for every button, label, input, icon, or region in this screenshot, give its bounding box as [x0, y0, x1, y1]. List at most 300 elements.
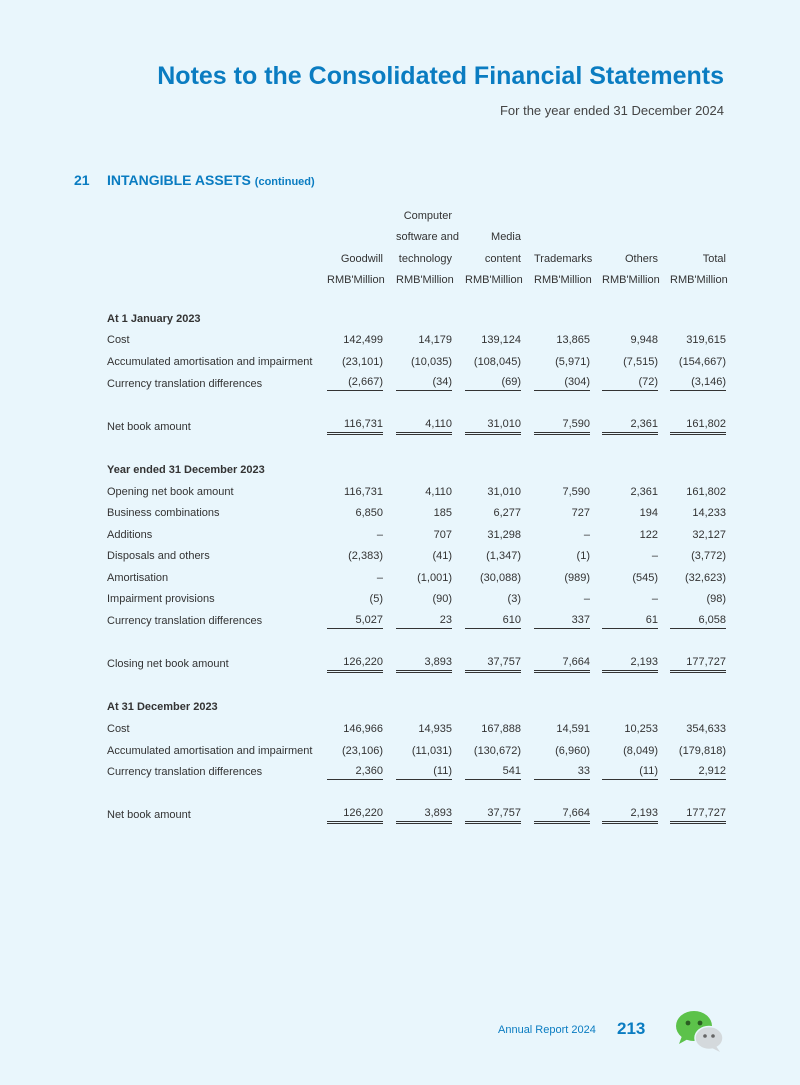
cell-value: 37,757: [465, 807, 521, 824]
table-cell: [383, 481, 452, 503]
column-header-text: software and: [396, 231, 459, 244]
cell-value: (23,106): [342, 744, 383, 757]
cell-value: 7,590: [534, 418, 590, 435]
cell-value: 32,127: [692, 528, 726, 541]
cell-value: (304): [534, 376, 590, 391]
table-row: [100, 740, 726, 762]
cell-value: (7,515): [623, 355, 658, 368]
header-row: [100, 222, 726, 244]
table-cell: [521, 330, 590, 352]
cell-value: 9,948: [630, 334, 658, 347]
cell-value: 13,865: [556, 334, 590, 347]
row-label: Accumulated amortisation and impairment: [107, 355, 313, 368]
cell-value: 3,893: [396, 807, 452, 824]
cell-value: (72): [602, 376, 658, 391]
cell-value: –: [376, 528, 383, 541]
table-cell: [318, 740, 383, 762]
cell-value: (989): [564, 571, 590, 584]
column-header-text: RMB'Million: [670, 274, 728, 287]
cell-value: 6,058: [670, 614, 726, 629]
table-cell: [318, 308, 383, 330]
cell-value: 541: [465, 765, 521, 780]
row-label: Currency translation differences: [107, 615, 263, 628]
cell-value: 3,893: [396, 656, 452, 673]
column-header-text: Media: [491, 231, 521, 244]
cell-value: 6,850: [355, 507, 383, 520]
cell-value: 177,727: [670, 807, 726, 824]
column-header: [452, 222, 521, 244]
column-header: [383, 200, 452, 222]
table-cell: [383, 502, 452, 524]
table-cell: [658, 416, 726, 438]
table-cell: [383, 459, 452, 481]
cell-value: 337: [534, 614, 590, 629]
table-cell: [590, 697, 658, 719]
table-cell: [521, 653, 590, 675]
row-label: Impairment provisions: [107, 593, 215, 606]
table-cell: [383, 805, 452, 827]
table-row: [100, 373, 726, 395]
cell-value: 10,253: [624, 723, 658, 736]
table-row: [100, 524, 726, 546]
cell-value: (545): [632, 571, 658, 584]
table-cell: [521, 610, 590, 632]
table-cell: [318, 373, 383, 395]
table-cell: [658, 502, 726, 524]
column-header: [658, 200, 726, 222]
cell-value: 33: [534, 765, 590, 780]
table-cell: [383, 546, 452, 568]
cell-value: 2,193: [602, 807, 658, 824]
cell-value: –: [583, 528, 590, 541]
table-cell: [318, 805, 383, 827]
table-cell: [452, 330, 521, 352]
column-header: [590, 243, 658, 265]
table-cell: [318, 610, 383, 632]
table-cell: [383, 740, 452, 762]
cell-value: (2,667): [327, 376, 383, 391]
cell-value: 2,193: [602, 656, 658, 673]
cell-value: 7,664: [534, 807, 590, 824]
table-cell: [318, 330, 383, 352]
table-cell: [658, 805, 726, 827]
cell-value: 126,220: [327, 656, 383, 673]
column-header: [590, 265, 658, 287]
column-header: [658, 265, 726, 287]
cell-value: 122: [639, 528, 658, 541]
table-cell: [658, 589, 726, 611]
row-label: At 31 December 2023: [107, 701, 218, 714]
table-row: [100, 718, 726, 740]
table-row: [100, 805, 726, 827]
table-cell: [521, 718, 590, 740]
table-cell: [658, 308, 726, 330]
table-cell: [452, 416, 521, 438]
cell-value: 116,731: [327, 418, 383, 435]
cell-value: 116,731: [344, 485, 383, 498]
column-header: [452, 265, 521, 287]
cell-value: 146,966: [343, 723, 383, 736]
table-cell: [452, 524, 521, 546]
cell-value: 161,802: [670, 418, 726, 435]
table-cell: [383, 567, 452, 589]
table-row: [100, 481, 726, 503]
column-header: [383, 265, 452, 287]
table-cell: [452, 373, 521, 395]
table-cell: [590, 567, 658, 589]
cell-value: (1): [576, 550, 590, 563]
cell-value: (23,101): [342, 355, 383, 368]
table-cell: [383, 524, 452, 546]
cell-value: 2,360: [327, 765, 383, 780]
cell-value: (6,960): [555, 744, 590, 757]
cell-value: 61: [602, 614, 658, 629]
row-label: Additions: [107, 528, 153, 541]
header-row: [100, 200, 726, 222]
table-cell: [318, 567, 383, 589]
cell-value: 126,220: [327, 807, 383, 824]
table-row: [100, 546, 726, 568]
column-header-text: Total: [702, 252, 726, 265]
cell-value: 7,664: [534, 656, 590, 673]
section-number: 21: [74, 172, 90, 188]
table-cell: [521, 567, 590, 589]
section-heading-row: [100, 697, 726, 719]
table-row: [100, 502, 726, 524]
cell-value: (154,667): [678, 355, 726, 368]
row-label: Disposals and others: [107, 550, 210, 563]
table-cell: [452, 697, 521, 719]
table-cell: [658, 546, 726, 568]
table-cell: [383, 416, 452, 438]
cell-value: 727: [571, 507, 590, 520]
cell-value: 2,361: [630, 485, 658, 498]
table-cell: [521, 805, 590, 827]
table-cell: [521, 589, 590, 611]
column-header: [383, 243, 452, 265]
table-cell: [590, 740, 658, 762]
cell-value: 142,499: [343, 334, 383, 347]
cell-value: (69): [465, 376, 521, 391]
column-header: [452, 243, 521, 265]
cell-value: 139,124: [481, 334, 521, 347]
cell-value: 2,361: [602, 418, 658, 435]
section-title: [107, 172, 315, 188]
table-cell: [521, 697, 590, 719]
cell-value: 185: [433, 507, 452, 520]
table-cell: [383, 697, 452, 719]
table-row: [100, 416, 726, 438]
table-cell: [318, 718, 383, 740]
table-row: [100, 761, 726, 783]
cell-value: (32,623): [685, 571, 726, 584]
table-cell: [590, 351, 658, 373]
page-title: Notes to the Consolidated Financial Statements: [157, 62, 724, 90]
table-cell: [383, 373, 452, 395]
cell-value: 194: [639, 507, 658, 520]
cell-value: 167,888: [481, 723, 521, 736]
table-cell: [383, 308, 452, 330]
table-cell: [590, 718, 658, 740]
table-cell: [521, 308, 590, 330]
table-cell: [590, 761, 658, 783]
cell-value: (1,001): [417, 571, 452, 584]
cell-value: (98): [706, 593, 726, 606]
table-cell: [521, 740, 590, 762]
header-row: [100, 243, 726, 265]
table-row: [100, 351, 726, 373]
footer-report-label: Annual Report 2024: [498, 1024, 596, 1036]
table-cell: [318, 761, 383, 783]
page-subtitle: For the year ended 31 December 2024: [499, 103, 724, 118]
table-row: [100, 330, 726, 352]
wechat-logo-icon: [674, 1008, 726, 1054]
column-header: [521, 222, 590, 244]
column-header-text: content: [484, 252, 521, 265]
cell-value: (1,347): [486, 550, 521, 563]
table-cell: [318, 589, 383, 611]
table-cell: [452, 610, 521, 632]
table-cell: [658, 697, 726, 719]
column-header-text: RMB'Million: [534, 274, 592, 287]
table-cell: [318, 697, 383, 719]
column-header: [658, 243, 726, 265]
cell-value: (11): [396, 765, 452, 780]
cell-value: –: [651, 550, 658, 563]
table-cell: [590, 524, 658, 546]
cell-value: (3): [507, 593, 521, 606]
row-label: Closing net book amount: [107, 658, 229, 671]
cell-value: 177,727: [670, 656, 726, 673]
table-cell: [590, 610, 658, 632]
table-cell: [452, 546, 521, 568]
table-cell: [521, 761, 590, 783]
table-cell: [658, 459, 726, 481]
column-header: [452, 200, 521, 222]
table-cell: [590, 459, 658, 481]
cell-value: –: [651, 593, 658, 606]
cell-value: (90): [432, 593, 452, 606]
table-cell: [383, 610, 452, 632]
cell-value: 6,277: [493, 507, 521, 520]
row-label: Cost: [107, 334, 130, 347]
cell-value: 14,935: [418, 723, 452, 736]
row-label: Currency translation differences: [107, 377, 263, 390]
cell-value: 2,912: [670, 765, 726, 780]
cell-value: (3,772): [691, 550, 726, 563]
row-label: Opening net book amount: [107, 485, 234, 498]
table-cell: [590, 546, 658, 568]
table-cell: [590, 502, 658, 524]
column-header: [521, 265, 590, 287]
column-header: [521, 200, 590, 222]
column-header-text: RMB'Million: [396, 274, 454, 287]
cell-value: (5,971): [555, 355, 590, 368]
column-header: [318, 222, 383, 244]
table-cell: [521, 502, 590, 524]
table-cell: [383, 653, 452, 675]
table-cell: [383, 761, 452, 783]
column-header-text: RMB'Million: [327, 274, 385, 287]
table-cell: [452, 740, 521, 762]
table-cell: [521, 481, 590, 503]
table-cell: [383, 589, 452, 611]
table-row: [100, 653, 726, 675]
row-label: At 1 January 2023: [107, 312, 201, 325]
cell-value: 14,179: [418, 334, 452, 347]
cell-value: 4,110: [425, 485, 452, 498]
row-label: Currency translation differences: [107, 766, 263, 779]
table-cell: [590, 330, 658, 352]
table-cell: [590, 805, 658, 827]
cell-value: 161,802: [686, 485, 726, 498]
cell-value: (41): [432, 550, 452, 563]
row-label: Net book amount: [107, 809, 191, 822]
column-header-text: Trademarks: [534, 252, 593, 265]
table-cell: [590, 589, 658, 611]
table-cell: [521, 416, 590, 438]
table-cell: [521, 351, 590, 373]
table-cell: [658, 653, 726, 675]
section-continued: (continued): [254, 176, 315, 188]
section-title-text: INTANGIBLE ASSETS: [107, 172, 251, 188]
cell-value: (30,088): [480, 571, 521, 584]
table-cell: [318, 351, 383, 373]
table-cell: [452, 589, 521, 611]
table-cell: [318, 459, 383, 481]
cell-value: (5): [369, 593, 383, 606]
cell-value: 31,010: [487, 485, 521, 498]
table-cell: [452, 805, 521, 827]
cell-value: 354,633: [686, 723, 726, 736]
cell-value: –: [376, 571, 383, 584]
column-header: [318, 243, 383, 265]
cell-value: (179,818): [678, 744, 726, 757]
cell-value: 610: [465, 614, 521, 629]
table-cell: [452, 308, 521, 330]
cell-value: 14,233: [692, 507, 726, 520]
cell-value: 707: [433, 528, 452, 541]
table-cell: [658, 610, 726, 632]
cell-value: 5,027: [327, 614, 383, 629]
column-header: [590, 222, 658, 244]
column-header: [318, 265, 383, 287]
table-cell: [658, 761, 726, 783]
table-cell: [521, 524, 590, 546]
cell-value: –: [583, 593, 590, 606]
header-row: [100, 265, 726, 287]
cell-value: 14,591: [556, 723, 590, 736]
table-cell: [590, 416, 658, 438]
column-header-text: technology: [398, 252, 452, 265]
table-cell: [658, 373, 726, 395]
cell-value: (34): [396, 376, 452, 391]
table-cell: [521, 546, 590, 568]
table-cell: [658, 718, 726, 740]
row-label: Cost: [107, 723, 130, 736]
page-number: 213: [617, 1019, 646, 1038]
table-cell: [452, 761, 521, 783]
cell-value: (108,045): [473, 355, 521, 368]
table-row: [100, 567, 726, 589]
table-cell: [658, 481, 726, 503]
cell-value: (11): [602, 765, 658, 780]
cell-value: (10,035): [411, 355, 452, 368]
cell-value: 7,590: [562, 485, 590, 498]
table-cell: [658, 330, 726, 352]
table-cell: [658, 351, 726, 373]
table-cell: [318, 502, 383, 524]
cell-value: (3,146): [670, 376, 726, 391]
table-row: [100, 610, 726, 632]
table-cell: [452, 653, 521, 675]
table-cell: [452, 718, 521, 740]
table-cell: [590, 481, 658, 503]
table-cell: [452, 502, 521, 524]
intangible-assets-table: [100, 200, 726, 848]
row-label: Net book amount: [107, 420, 191, 433]
cell-value: 37,757: [465, 656, 521, 673]
table-cell: [452, 459, 521, 481]
row-label: Accumulated amortisation and impairment: [107, 744, 313, 757]
row-label: Amortisation: [107, 571, 169, 584]
cell-value: (2,383): [348, 550, 383, 563]
table-cell: [521, 373, 590, 395]
cell-value: (8,049): [623, 744, 658, 757]
column-header: [590, 200, 658, 222]
table-cell: [521, 459, 590, 481]
row-label: Business combinations: [107, 507, 220, 520]
column-header-text: Computer: [403, 209, 452, 222]
table-cell: [658, 567, 726, 589]
table-cell: [383, 351, 452, 373]
table-cell: [590, 373, 658, 395]
table-cell: [590, 308, 658, 330]
table-cell: [383, 330, 452, 352]
table-row: [100, 589, 726, 611]
table-cell: [383, 718, 452, 740]
table-cell: [658, 740, 726, 762]
column-header: [521, 243, 593, 265]
table-cell: [658, 524, 726, 546]
column-header-text: Goodwill: [340, 252, 383, 265]
table-cell: [318, 524, 383, 546]
table-cell: [452, 351, 521, 373]
column-header: [383, 222, 459, 244]
column-header: [658, 222, 726, 244]
cell-value: (130,672): [473, 744, 521, 757]
section-heading-row: [100, 308, 726, 330]
column-header-text: RMB'Million: [465, 274, 523, 287]
table-cell: [318, 416, 383, 438]
table-cell: [318, 546, 383, 568]
cell-value: 31,010: [465, 418, 521, 435]
cell-value: 4,110: [396, 418, 452, 435]
row-label: Year ended 31 December 2023: [107, 463, 265, 476]
cell-value: 31,298: [487, 528, 521, 541]
table-cell: [590, 653, 658, 675]
table-cell: [318, 481, 383, 503]
section-heading-row: [100, 459, 726, 481]
cell-value: 319,615: [686, 334, 726, 347]
cell-value: 23: [396, 614, 452, 629]
column-header: [318, 200, 383, 222]
column-header-text: RMB'Million: [602, 274, 660, 287]
table-cell: [452, 567, 521, 589]
column-header-text: Others: [624, 252, 658, 265]
table-cell: [318, 653, 383, 675]
cell-value: (11,031): [411, 744, 452, 757]
